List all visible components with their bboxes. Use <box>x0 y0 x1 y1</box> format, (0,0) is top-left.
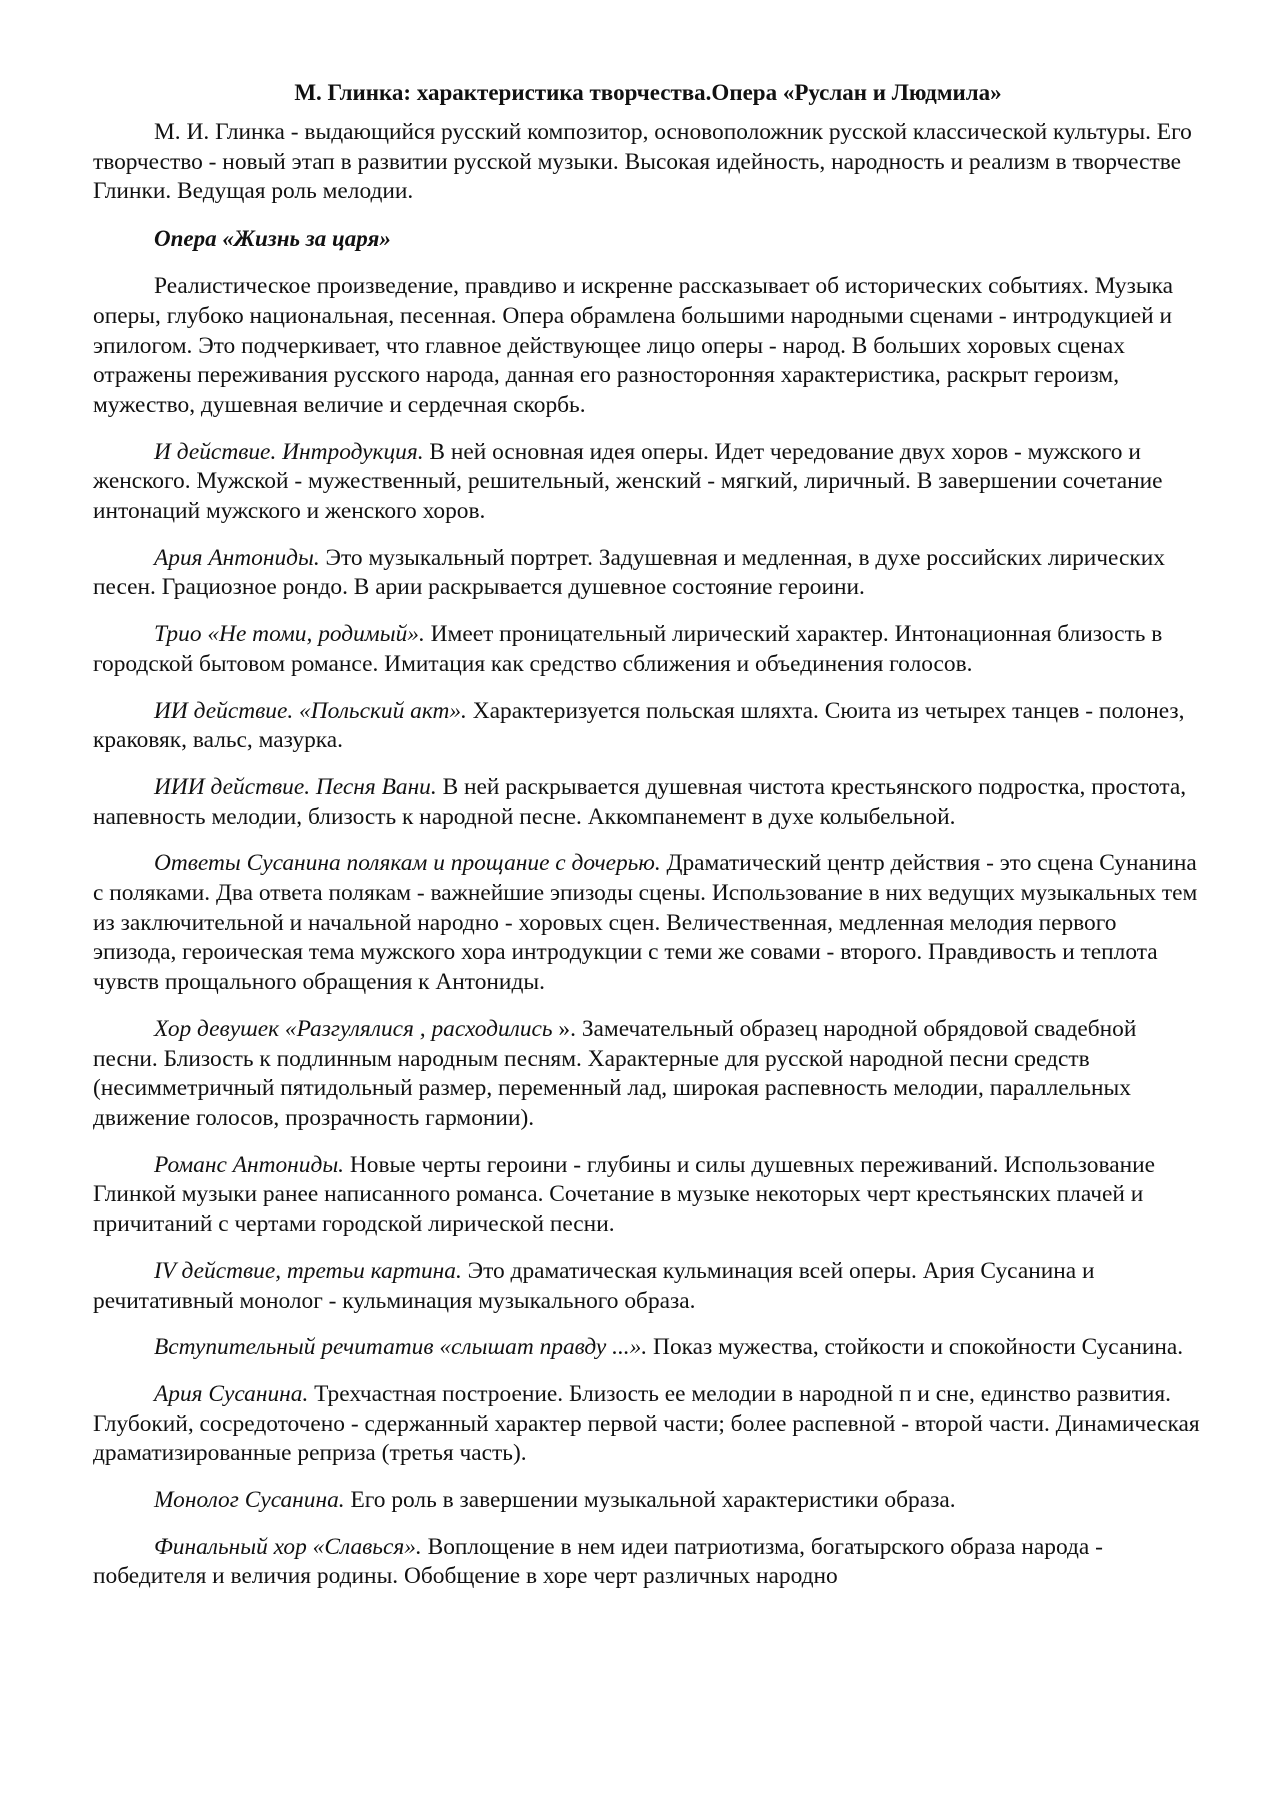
paragraph-lead: Монолог Сусанина. <box>154 1487 345 1514</box>
paragraph-lead: IV действие, третьи картина. <box>154 1257 462 1284</box>
paragraph-antonida-aria <box>93 544 1203 603</box>
paragraph-lead: И действие. Интродукция. <box>154 438 424 465</box>
paragraph-text: В ней раскрывается душевная чистота крестьянского подростка, простота, напевность мелодии, близость к народной песне. Аккомпанемент в духе колыбельной. <box>93 773 1187 830</box>
paragraph-susanin-answers <box>93 849 1203 998</box>
paragraph-trio <box>93 620 1203 679</box>
document-page <box>93 78 1203 1609</box>
intro-paragraph: М. И. Глинка - выдающийся русский композитор, основоположник русской классической культуры. Его творчество - новый этап в развитии русской музыки. Высокая идейность, народность и реализм в творчестве Глинки. Ведущая роль мелодии. <box>93 119 1192 205</box>
paragraph-text: Показ мужества, стойкости и спокойности Сусанина. <box>647 1334 1184 1361</box>
paragraph-text: В ней основная идея оперы. Идет чередование двух хоров - мужского и женского. Мужской - мужественный, решительный, женский - мягкий, лиричный. В завершении сочетание интонаций мужского и женского хоров. <box>93 438 1163 525</box>
paragraph-recitative <box>93 1333 1203 1363</box>
paragraph-lead: Ария Сусанина. <box>154 1380 309 1407</box>
paragraph-text: Это музыкальный портрет. Задушевная и медленная, в духе российских лирических песен. Грациозное рондо. В арии раскрывается душевное состояние героини. <box>93 544 1165 601</box>
paragraph-lead: ИИ действие. «Польский акт». <box>154 697 467 724</box>
paragraph-lead: Хор девушек «Разгулялися , расходились <box>154 1015 553 1042</box>
paragraph-act4 <box>93 1257 1203 1316</box>
paragraph-lead: Ария Антониды. <box>154 544 320 571</box>
paragraph-text: Характеризуется польская шляхта. Сюита из четырех танцев - полонез, краковяк, вальс, мазурка. <box>93 697 1185 754</box>
paragraph-act1-introduction <box>93 438 1203 527</box>
paragraph-susanin-monologue <box>93 1486 1203 1516</box>
paragraph-text: Новые черты героини - глубины и силы душевных переживаний. Использование Глинкой музыки ранее написанного романса. Сочетание в музыке некоторых черт крестьянских плачей и причитаний с чертами городской лирической песни. <box>93 1151 1155 1238</box>
paragraph-lead: Романс Антониды. <box>154 1151 345 1178</box>
document-title: М. Глинка: характеристика творчества.Опера «Руслан и Людмила» <box>294 80 1002 105</box>
paragraph-antonida-romance <box>93 1151 1203 1240</box>
paragraph-susanin-aria <box>93 1380 1203 1469</box>
paragraph-lead: Трио «Не томи, родимый». <box>154 621 425 648</box>
paragraph-lead: ИИИ действие. Песня Вани. <box>154 773 437 800</box>
paragraph-lead: Финальный хор «Славься». <box>154 1533 422 1560</box>
paragraph-lead: Ответы Сусанина полякам и прощание с дочерью. <box>154 850 661 877</box>
section-heading: Опера «Жизнь за царя» <box>154 226 391 252</box>
paragraph-act2-polish <box>93 697 1203 756</box>
paragraph-text: ». Замечательный образец народной обрядовой свадебной песни. Близость к подлинным народным песням. Характерные для русской народной песни средств (несимметричный пятидольный размер, переменный лад, широкая распевность мелодии, параллельных движение голосов, прозрачность гармонии). <box>93 1015 1137 1131</box>
paragraph-text: Имеет проницательный лирический характер. Интонационная близость в городской бытовом романсе. Имитация как средство сближения и объединения голосов. <box>93 621 1163 677</box>
paragraph-text: Его роль в завершении музыкальной характеристики образа. <box>344 1487 956 1514</box>
paragraph-text: Трехчастная построение. Близость ее мелодии в народной п и сне, единство развития. Глубокий, сосредоточено - сдержанный характер первой части; более распевной - второй части. Динамическая драматизированные реприза (третья часть). <box>93 1380 1200 1467</box>
paragraph-text: Воплощение в нем идеи патриотизма, богатырского образа народа - победителя и величия родины. Обобщение в хоре черт различных народно <box>93 1533 1103 1590</box>
paragraph-act3-vanya <box>93 773 1203 832</box>
paragraph-text: Это драматическая кульминация всей оперы. Ария Сусанина и речитативный монолог - кульминация музыкального образа. <box>93 1257 1095 1314</box>
paragraph-final-choir <box>93 1533 1203 1592</box>
overview-paragraph: Реалистическое произведение, правдиво и искренне рассказывает об исторических событиях. Музыка оперы, глубоко национальная, песенная. Опера обрамлена большими народными сценами - интродукцией и эпилогом. Это подчеркивает, что главное действующее лицо оперы - народ. В больших хоровых сценах отражены переживания русского народа, данная его разносторонняя характеристика, раскрыт героизм, мужество, душевная величие и сердечная скорбь. <box>93 273 1173 418</box>
paragraph-girls-choir <box>93 1015 1203 1134</box>
paragraph-lead: Вступительный речитатив «слышат правду ...». <box>154 1334 648 1361</box>
paragraph-text: Драматический центр действия - это сцена Сунанина с поляками. Два ответа полякам - важнейшие эпизоды сцены. Использование в них ведущих музыкальных тем из заключительной и начальной народно - хоровых сцен. Величественная, медленная мелодия первого эпизода, героическая тема мужского хора интродукции с теми же совами - второго. Правдивость и теплота чувств прощального обращения к Антониды. <box>93 850 1198 996</box>
